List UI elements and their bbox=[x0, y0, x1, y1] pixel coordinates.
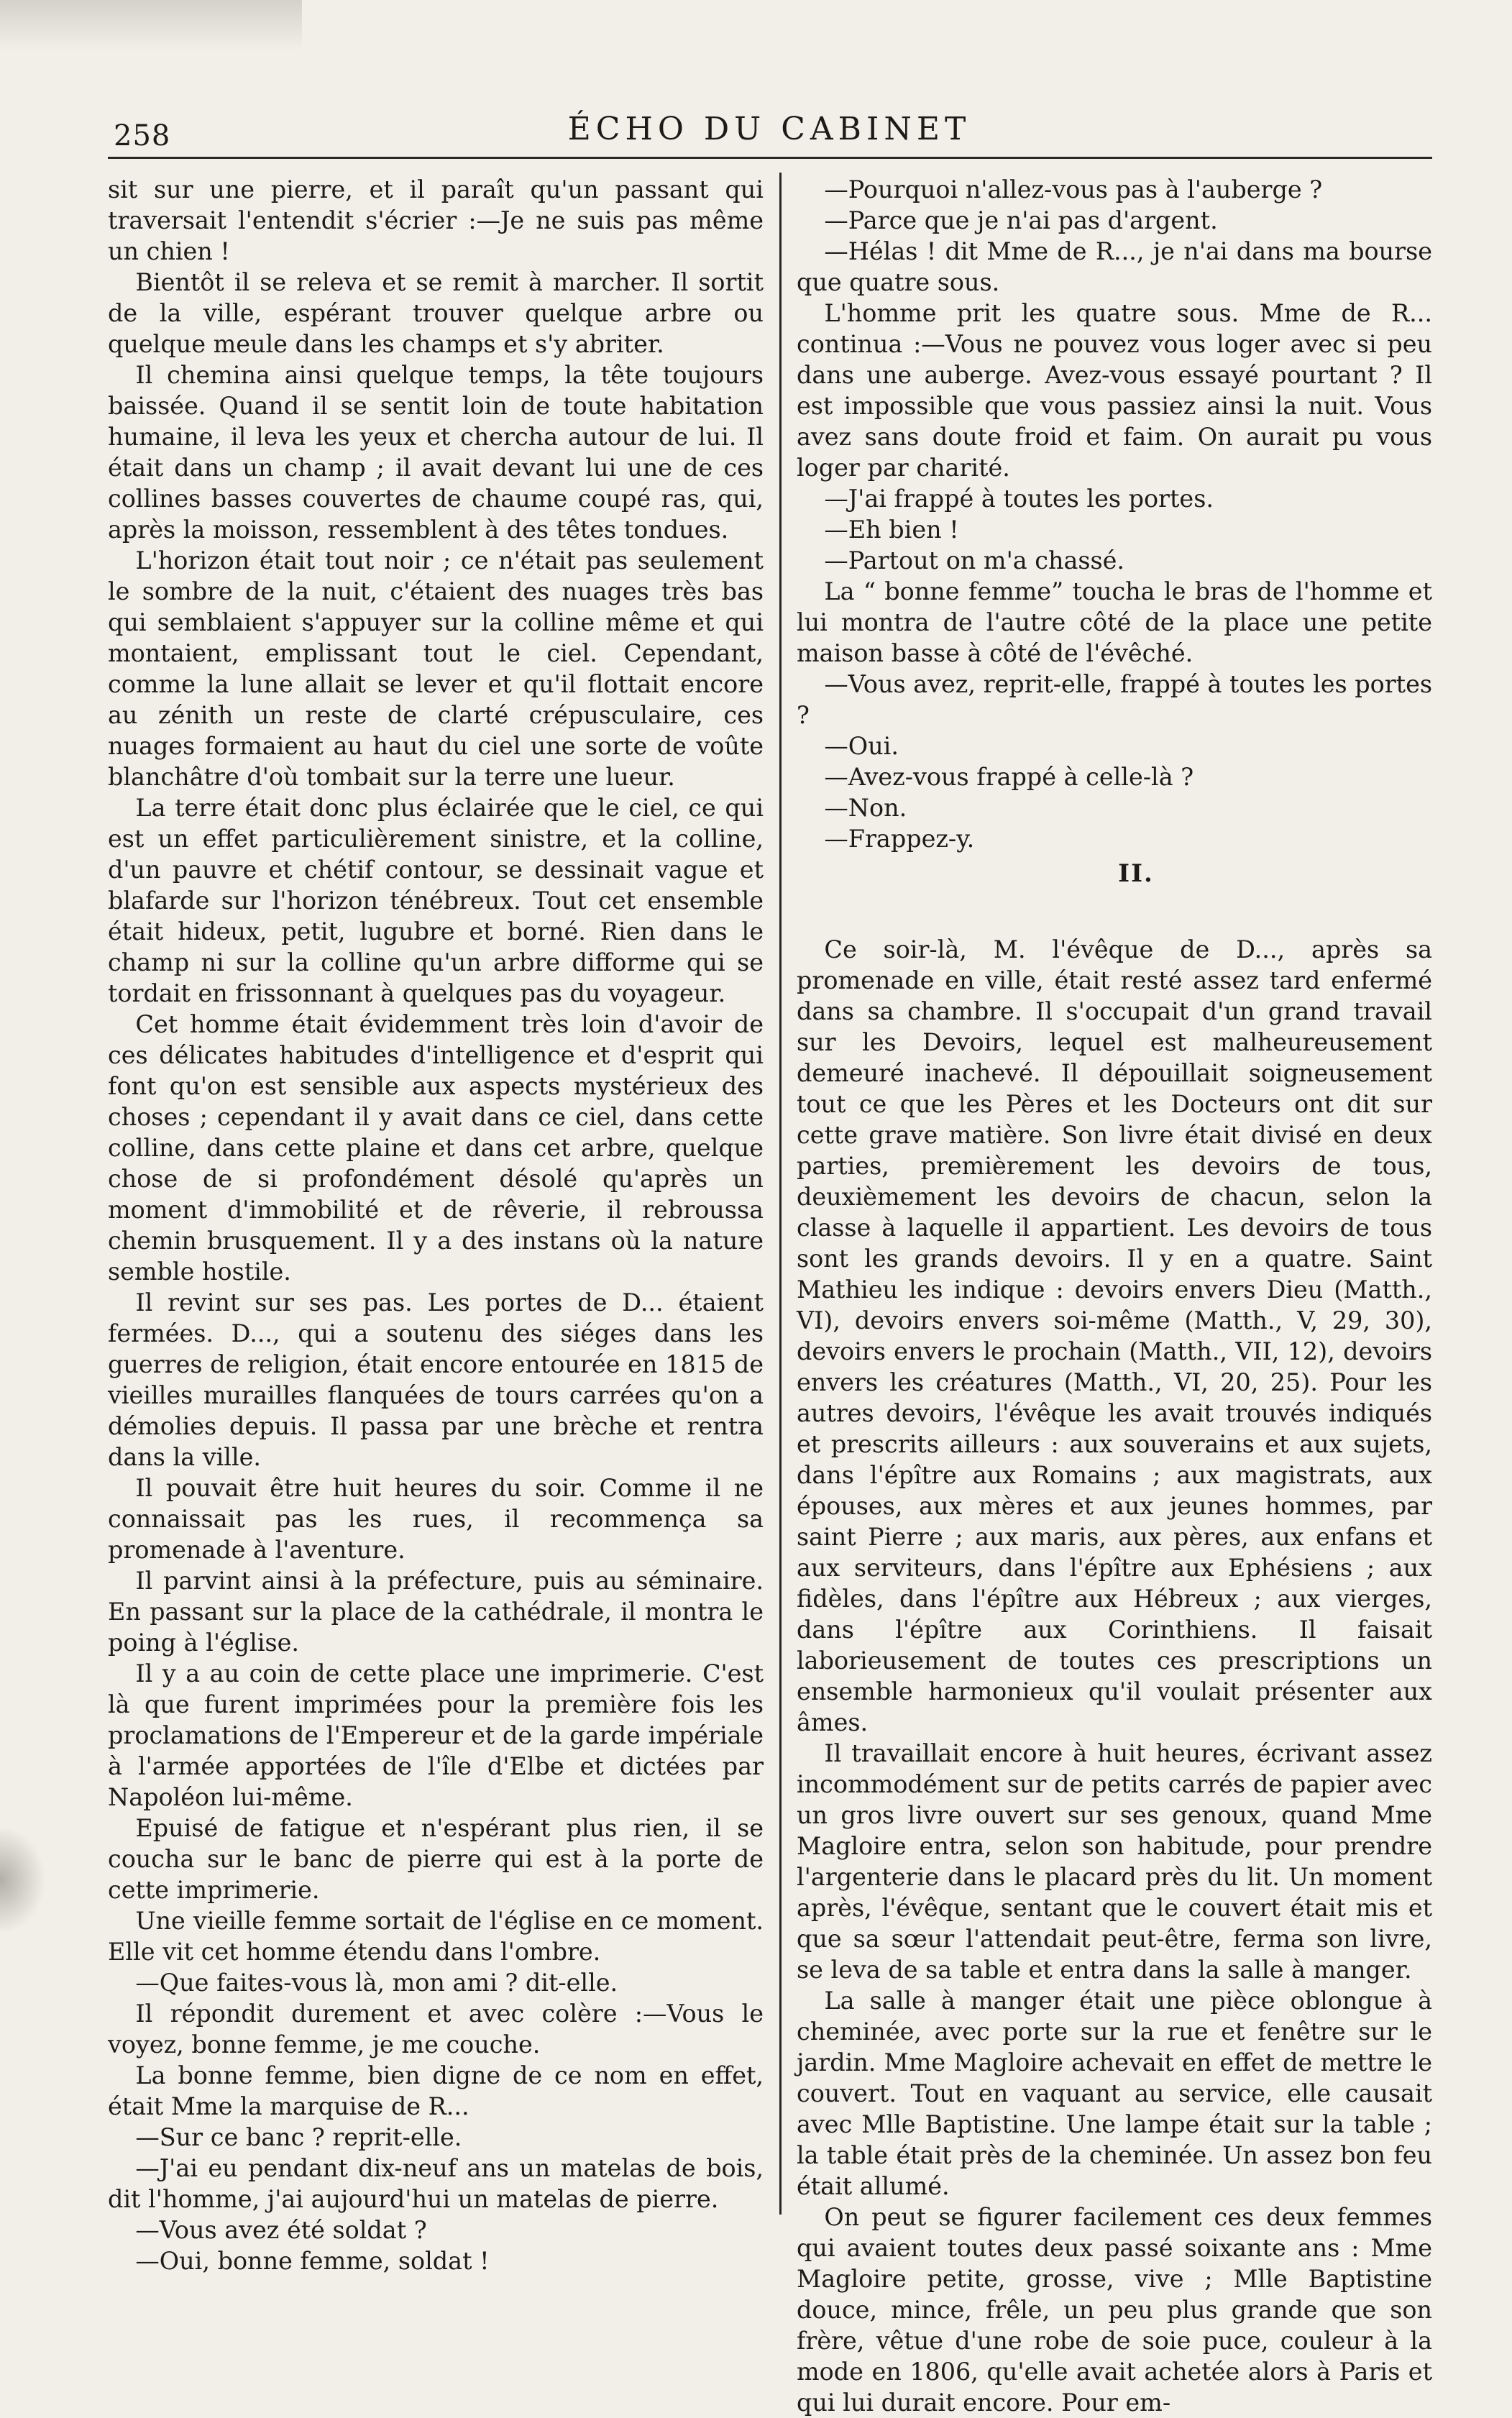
column-divider bbox=[779, 173, 782, 2215]
running-title: ÉCHO DU CABINET bbox=[567, 111, 971, 147]
section-heading: II. bbox=[1118, 859, 1154, 888]
paragraph: Il revint sur ses pas. Les portes de D... étaient fermées. D..., qui a soutenu des siéges dans les guerres de religion, était encore entourée en 1815 de vieilles murailles flanquées de tours carrées qu'on a démolies depuis. Il passa par une brèche et rentra dans la ville. bbox=[108, 1288, 764, 1471]
page-header bbox=[108, 108, 1431, 158]
paragraph: Bientôt il se releva et se remit à marcher. Il sortit de la ville, espérant trouver quelque arbre ou quelque meule dans les champs et s'y abriter. bbox=[108, 268, 764, 358]
dialogue-line: —J'ai eu pendant dix-neuf ans un matelas de bois, dit l'homme, j'ai aujourd'hui un matelas de pierre. bbox=[108, 2154, 764, 2213]
right-column bbox=[797, 174, 1432, 2418]
header-rule bbox=[108, 157, 1432, 159]
paragraph: Il y a au coin de cette place une imprimerie. C'est là que furent imprimées pour la première fois les proclamations de l'Empereur et de la garde impériale à l'armée apportées de l'île d'Elbe et dictées par Napoléon lui-même. bbox=[108, 1659, 764, 1811]
dialogue-line: —Frappez-y. bbox=[824, 825, 975, 853]
dialogue-line: —Partout on m'a chassé. bbox=[824, 546, 1125, 574]
page-number: 258 bbox=[114, 119, 171, 152]
dialogue-line: —Hélas ! dit Mme de R..., je n'ai dans ma bourse que quatre sous. bbox=[797, 237, 1432, 296]
left-column bbox=[108, 174, 764, 2276]
paragraph: Il parvint ainsi à la préfecture, puis au séminaire. En passant sur la place de la cathédrale, il montra le poing à l'église. bbox=[108, 1567, 764, 1657]
paragraph: Ce soir-là, M. l'évêque de D..., après sa promenade en ville, était resté assez tard enfermé dans sa chambre. Il s'occupait d'un grand travail sur les Devoirs, lequel est malheureusement demeuré inachevé. Il dépouillait soigneusement tout ce que les Pères et les Docteurs ont dit sur cette grave matière. Son livre était divisé en deux parties, premièrement les devoirs de tous, deuxièmement les devoirs de chacun, selon la classe à laquelle il appartient. Les devoirs de tous sont les grands devoirs. Il y en a quatre. Saint Mathieu les indique : devoirs envers Dieu (Matth., VI), devoirs envers soi-même (Matth., V, 29, 30), devoirs envers le prochain (Matth., VII, 12), devoirs envers les créatures (Matth., VI, 20, 25). Pour les autres devoirs, l'évêque les avait trouvés indiqués et prescrits ailleurs : aux souverains et aux sujets, dans l'épître aux Romains ; aux magistrats, aux épouses, aux mères et aux jeunes hommes, par saint Pierre ; aux maris, aux pères, aux enfans et aux serviteurs, dans l'épître aux Ephésiens ; aux fidèles, dans l'épître aux Hébreux ; aux vierges, dans l'épître aux Corinthiens. Il faisait laborieusement de toutes ces prescriptions un ensemble harmonieux qu'il voulait présenter aux âmes. bbox=[797, 935, 1432, 1736]
dialogue-line: —Vous avez, reprit-elle, frappé à toutes les portes ? bbox=[797, 670, 1432, 729]
dialogue-line: —Oui, bonne femme, soldat ! bbox=[135, 2247, 490, 2275]
dialogue-line: —J'ai frappé à toutes les portes. bbox=[824, 485, 1214, 513]
paper-edge-shadow bbox=[0, 1826, 46, 1934]
paragraph: Epuisé de fatigue et n'espérant plus rien, il se coucha sur le banc de pierre qui est à la porte de cette imprimerie. bbox=[108, 1814, 764, 1904]
dialogue-line: —Non. bbox=[824, 794, 907, 822]
paragraph: Il répondit durement et avec colère :—Vous le voyez, bonne femme, je me couche. bbox=[108, 2000, 764, 2058]
paper-stain bbox=[0, 0, 302, 50]
paragraph: Il travaillait encore à huit heures, écrivant assez incommodément sur de petits carrés de papier avec un gros livre ouvert sur ses genoux, quand Mme Magloire entra, selon son habitude, pour prendre l'argenterie dans le placard près du lit. Un moment après, l'évêque, sentant que le couvert était mis et que sa sœur l'attendait peut-être, ferma son livre, se leva de sa table et entra dans la salle à manger. bbox=[797, 1739, 1432, 1984]
paragraph: La terre était donc plus éclairée que le ciel, ce qui est un effet particulièrement sinistre, et la colline, d'un pauvre et chétif contour, se dessinait vague et blafarde sur l'horizon ténébreux. Tout cet ensemble était hideux, petit, lugubre et borné. Rien dans le champ ni sur la colline qu'un arbre difforme qui se tordait en frissonnant à quelques pas du voyageur. bbox=[108, 794, 764, 1007]
dialogue-line: —Sur ce banc ? reprit-elle. bbox=[135, 2123, 462, 2151]
paragraph: Cet homme était évidemment très loin d'avoir de ces délicates habitudes d'intelligence et d'esprit qui font qu'on est sensible aux aspects mystérieux des choses ; cependant il y avait dans ce ciel, dans cette colline, dans cette plaine et dans cet arbre, quelque chose de si profondément désolé qu'après un moment d'immobilité et de rêverie, il rebroussa chemin brusquement. Il y a des instans où la nature semble hostile. bbox=[108, 1010, 764, 1286]
dialogue-line: —Eh bien ! bbox=[824, 516, 959, 544]
paragraph: Il pouvait être huit heures du soir. Comme il ne connaissait pas les rues, il recommença sa promenade à l'aventure. bbox=[108, 1474, 764, 1564]
paragraph: Une vieille femme sortait de l'église en ce moment. Elle vit cet homme étendu dans l'ombre. bbox=[108, 1907, 764, 1966]
dialogue-line: —Vous avez été soldat ? bbox=[135, 2216, 427, 2244]
paragraph: Il chemina ainsi quelque temps, la tête toujours baissée. Quand il se sentit loin de toute habitation humaine, il leva les yeux et chercha autour de lui. Il était dans un champ ; il avait devant lui une de ces collines basses couvertes de chaume coupé ras, qui, après la moisson, ressemblent à des têtes tondues. bbox=[108, 361, 764, 544]
dialogue-line: —Que faites-vous là, mon ami ? dit-elle. bbox=[135, 1969, 618, 1997]
paragraph: La bonne femme, bien digne de ce nom en effet, était Mme la marquise de R... bbox=[108, 2061, 764, 2120]
dialogue-line: —Oui. bbox=[824, 732, 899, 760]
paragraph: La “ bonne femme” toucha le bras de l'homme et lui montra de l'autre côté de la place une petite maison basse à côté de l'évêché. bbox=[797, 577, 1432, 667]
paragraph: La salle à manger était une pièce oblongue à cheminée, avec porte sur la rue et fenêtre sur le jardin. Mme Magloire achevait en effet de mettre le couvert. Tout en vaquant au service, elle causait avec Mlle Baptistine. Une lampe était sur la table ; la table était près de la cheminée. Un assez bon feu était allumé. bbox=[797, 1987, 1432, 2200]
paragraph: sit sur une pierre, et il paraît qu'un passant qui traversait l'entendit s'écrier :—Je ne suis pas même un chien ! bbox=[108, 175, 764, 265]
paragraph: On peut se figurer facilement ces deux femmes qui avaient toutes deux passé soixante ans : Mme Magloire petite, grosse, vive ; Mlle Baptistine douce, mince, frêle, un peu plus grande que son frère, vêtue d'une robe de soie puce, couleur à la mode en 1806, qu'elle avait achetée alors à Paris et qui lui durait encore. Pour em- bbox=[797, 2203, 1432, 2417]
dialogue-line: —Pourquoi n'allez-vous pas à l'auberge ? bbox=[824, 175, 1323, 203]
dialogue-line: —Avez-vous frappé à celle-là ? bbox=[824, 763, 1194, 791]
paragraph: L'homme prit les quatre sous. Mme de R... continua :—Vous ne pouvez vous loger avec si peu dans une auberge. Avez-vous essayé pourtant ? Il est impossible que vous passiez ainsi la nuit. Vous avez sans doute froid et faim. On aurait pu vous loger par charité. bbox=[797, 299, 1432, 482]
paragraph: L'horizon était tout noir ; ce n'était pas seulement le sombre de la nuit, c'étaient des nuages très bas qui semblaient s'appuyer sur la colline même et qui montaient, emplissant tout le ciel. Cependant, comme la lune allait se lever et qu'il flottait encore au zénith un reste de clarté crépusculaire, ces nuages formaient au haut du ciel une sorte de voûte blanchâtre d'où tombait sur la terre une lueur. bbox=[108, 546, 764, 791]
dialogue-line: —Parce que je n'ai pas d'argent. bbox=[824, 206, 1218, 234]
